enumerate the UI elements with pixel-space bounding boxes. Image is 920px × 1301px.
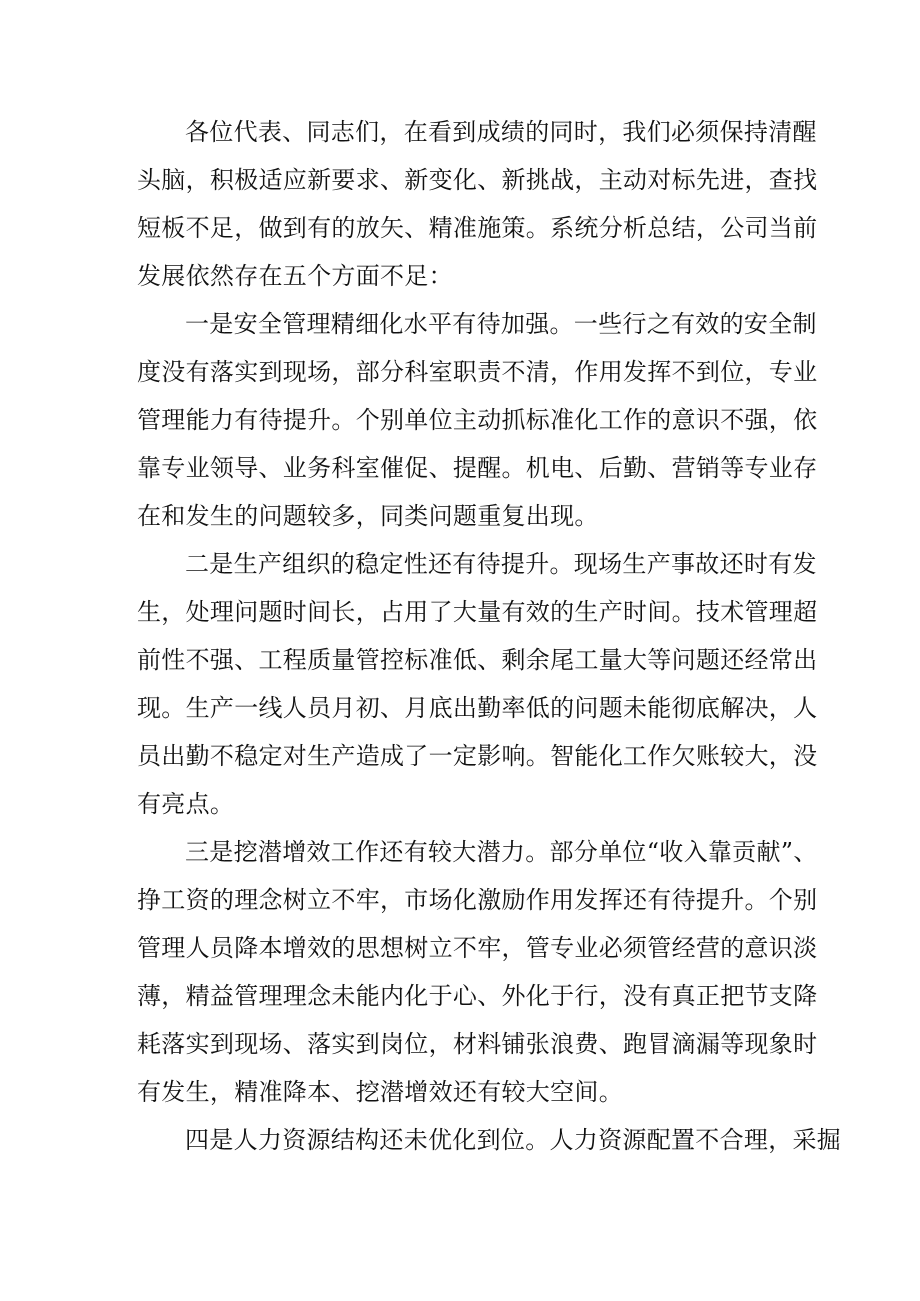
text-line: 短板不足，做到有的放矢、精准施策。系统分析总结，公司当前 [137, 214, 818, 242]
text-line: 在和发生的问题较多，同类问题重复出现。 [137, 502, 599, 530]
paragraph-safety [137, 300, 817, 540]
text-line: 挣工资的理念树立不牢，市场化激励作用发挥还有待提升。个别 [137, 886, 818, 914]
text-line: 四是人力资源结构还未优化到位。人力资源配置不合理，采掘 [185, 1126, 842, 1154]
text-line: 二是生产组织的稳定性还有待提升。现场生产事故还时有发 [185, 550, 817, 578]
text-line: 员出勤不稳定对生产造成了一定影响。智能化工作欠账较大，没 [137, 742, 818, 770]
text-line: 管理人员降本增效的思想树立不牢，管专业必须管经营的意识淡 [137, 934, 818, 962]
text-line: 有发生，精准降本、挖潜增效还有较大空间。 [137, 1078, 623, 1106]
text-line: 耗落实到现场、落实到岗位，材料铺张浪费、跑冒滴漏等现象时 [137, 1030, 818, 1058]
text-line: 各位代表、同志们，在看到成绩的同时，我们必须保持清醒 [185, 118, 817, 146]
text-line: 一是安全管理精细化水平有待加强。一些行之有效的安全制 [185, 310, 817, 338]
paragraph-efficiency [137, 828, 818, 1116]
text-line: 薄，精益管理理念未能内化于心、外化于行，没有真正把节支降 [137, 982, 818, 1010]
paragraph-production [137, 540, 817, 828]
paragraph-intro [137, 108, 817, 300]
text-line: 靠专业领导、业务科室催促、提醒。机电、后勤、营销等专业存 [137, 454, 818, 482]
text-line: 度没有落实到现场，部分科室职责不清，作用发挥不到位，专业 [137, 358, 818, 386]
text-line: 有亮点。 [137, 790, 235, 818]
paragraph-human-resources [137, 1116, 841, 1164]
text-line: 前性不强、工程质量管控标准低、剩余尾工量大等问题还经常出 [137, 646, 818, 674]
text-line: 头脑，积极适应新要求、新变化、新挑战，主动对标先进，查找 [137, 166, 818, 194]
text-line: 管理能力有待提升。个别单位主动抓标准化工作的意识不强，依 [137, 406, 818, 434]
text-line: 发展依然存在五个方面不足： [137, 262, 453, 290]
text-line: 现。生产一线人员月初、月底出勤率低的问题未能彻底解决，人 [137, 694, 818, 722]
text-line: 三是挖潜增效工作还有较大潜力。部分单位“收入靠贡献”、 [185, 838, 818, 866]
text-line: 生，处理问题时间长，占用了大量有效的生产时间。技术管理超 [137, 598, 818, 626]
